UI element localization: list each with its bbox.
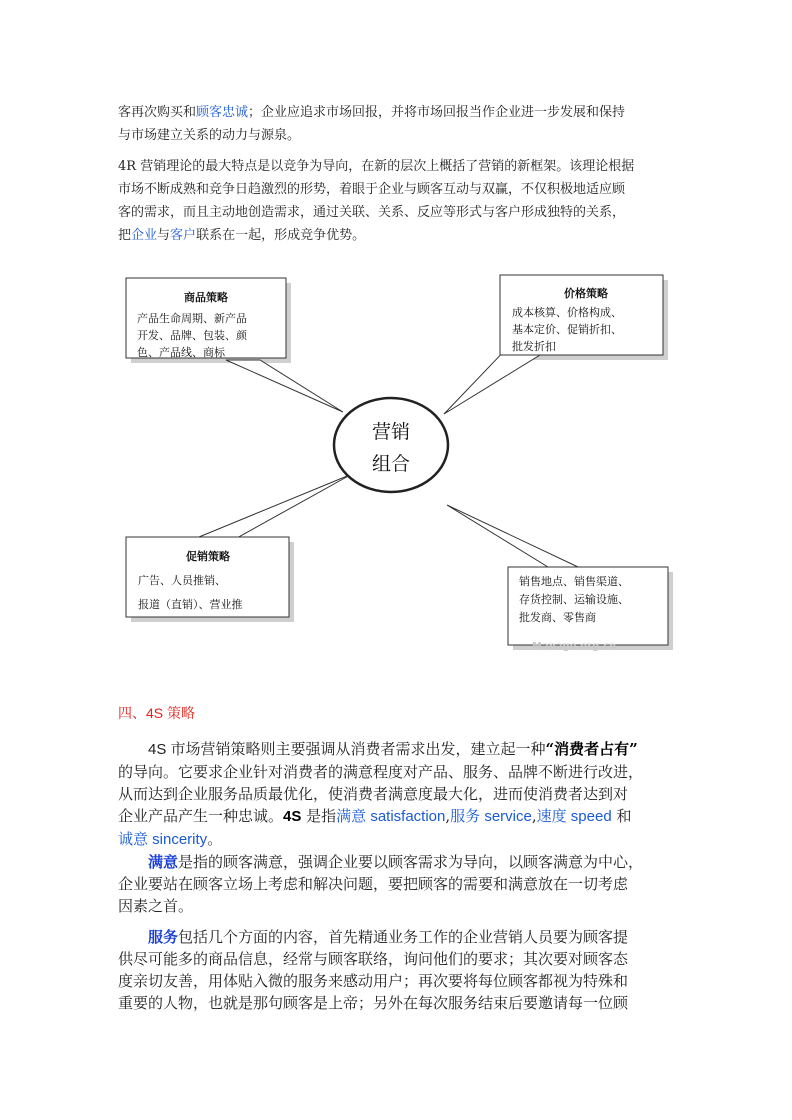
watermark: Manage.org.cn <box>532 641 617 652</box>
price-line2: 基本定价、促销折扣、 <box>512 323 622 336</box>
para1-line2: 与市场建立关系的动力与源泉。 <box>118 128 301 143</box>
customer-link[interactable]: 客户 <box>170 228 197 243</box>
s4p3-line3: 度亲切友善，用体贴入微的服务来感动用户；再次要将每位顾客都视为特殊和 <box>118 972 629 990</box>
para1-line1: 客再次购买和顾客忠诚；企业应追求市场回报，并将市场回报当作企业进一步发展和保持 <box>118 105 626 120</box>
para2-line1: 4R 营销理论的最大特点是以竞争为导向，在新的层次上概括了营销的新框架。该理论根据 <box>118 159 635 174</box>
promotion-title: 促销策略 <box>186 550 230 563</box>
para2-line4: 把企业与客户联系在一起，形成竞争优势。 <box>118 228 366 243</box>
s4p3-line4: 重要的人物，也就是那句顾客是上帝；另外在每次服务结束后要邀请每一位顾 <box>118 994 629 1012</box>
s4p3-line1: 服务包括几个方面的内容，首先精通业务工作的企业营销人员要为顾客提 <box>148 928 629 946</box>
promotion-line2: 报道（直销）、营业推 <box>138 598 243 611</box>
product-connector <box>226 360 343 412</box>
center-label-line2: 组合 <box>371 453 411 475</box>
price-line3: 批发折扣 <box>512 340 556 353</box>
s4p2-line3: 因素之首。 <box>118 897 194 915</box>
product-title: 商品策略 <box>184 291 228 304</box>
promotion-connector <box>199 474 352 539</box>
para2-line2: 市场不断成熟和竞争日趋激烈的形势，着眼于企业与顾客互动与双赢，不仅积极地适应顾 <box>118 182 626 197</box>
place-line1: 销售地点、销售渠道、 <box>519 575 629 588</box>
product-line3: 色、产品线、商标 <box>137 346 225 359</box>
promotion-line1: 广告、人员推销、 <box>138 574 226 587</box>
customer-loyalty-link[interactable]: 顾客忠诚 <box>196 105 249 120</box>
s4p1-line2: 的导向。它要求企业针对消费者的满意程度对产品、服务、品牌不断进行改进， <box>118 763 644 781</box>
place-connector <box>447 505 578 567</box>
satisfaction-link[interactable]: 满意 satisfaction <box>336 808 446 825</box>
s4p1-line1: 4S 市场营销策略则主要强调从消费者需求出发，建立起一种“消费者占有” <box>148 740 638 758</box>
s4p3-line2: 供尽可能多的商品信息，经常与顾客联络，询问他们的要求；其次要对顾客态 <box>118 950 629 968</box>
section4-para3 <box>118 926 678 1014</box>
price-line1: 成本核算、价格构成、 <box>512 306 622 319</box>
sincerity-link[interactable]: 诚意 sincerity <box>118 831 208 848</box>
s4p1-line3: 从而达到企业服务品质最优化，使消费者满意度最大化，进而使消费者达到对 <box>118 785 629 803</box>
speed-link[interactable]: 速度 speed <box>536 808 612 825</box>
para2-line3: 客的需求，而且主动地创造需求，通过关联、关系、反应等形式与客户形成独特的关系， <box>118 205 626 220</box>
price-title: 价格策略 <box>564 287 608 300</box>
s4p1-line4: 企业产品产生一种忠诚。4S 是指满意 satisfaction,服务 service,速度 speed 和 <box>118 807 632 825</box>
marketing-mix-ellipse <box>334 398 448 492</box>
section4-para1 <box>118 738 678 851</box>
section4-para2 <box>118 851 678 917</box>
s4p2-line2: 企业要站在顾客立场上考虑和解决问题，要把顾客的需要和满意放在一切考虑 <box>118 875 629 893</box>
product-line2: 开发、品牌、包装、颜 <box>137 329 247 342</box>
s4p1-line5: 诚意 sincerity。 <box>118 830 223 848</box>
enterprise-link[interactable]: 企业 <box>131 228 158 243</box>
s4p2-line1: 满意是指的顾客满意，强调企业要以顾客需求为导向，以顾客满意为中心， <box>148 853 644 871</box>
service-link[interactable]: 服务 service <box>450 808 532 825</box>
product-line1: 产品生命周期、新产品 <box>137 312 247 325</box>
place-line2: 存货控制、运输设施、 <box>519 593 629 606</box>
center-label-line1: 营销 <box>371 421 411 443</box>
section4-heading: 四、4S 策略 <box>118 705 196 721</box>
place-line3: 批发商、零售商 <box>519 611 596 624</box>
